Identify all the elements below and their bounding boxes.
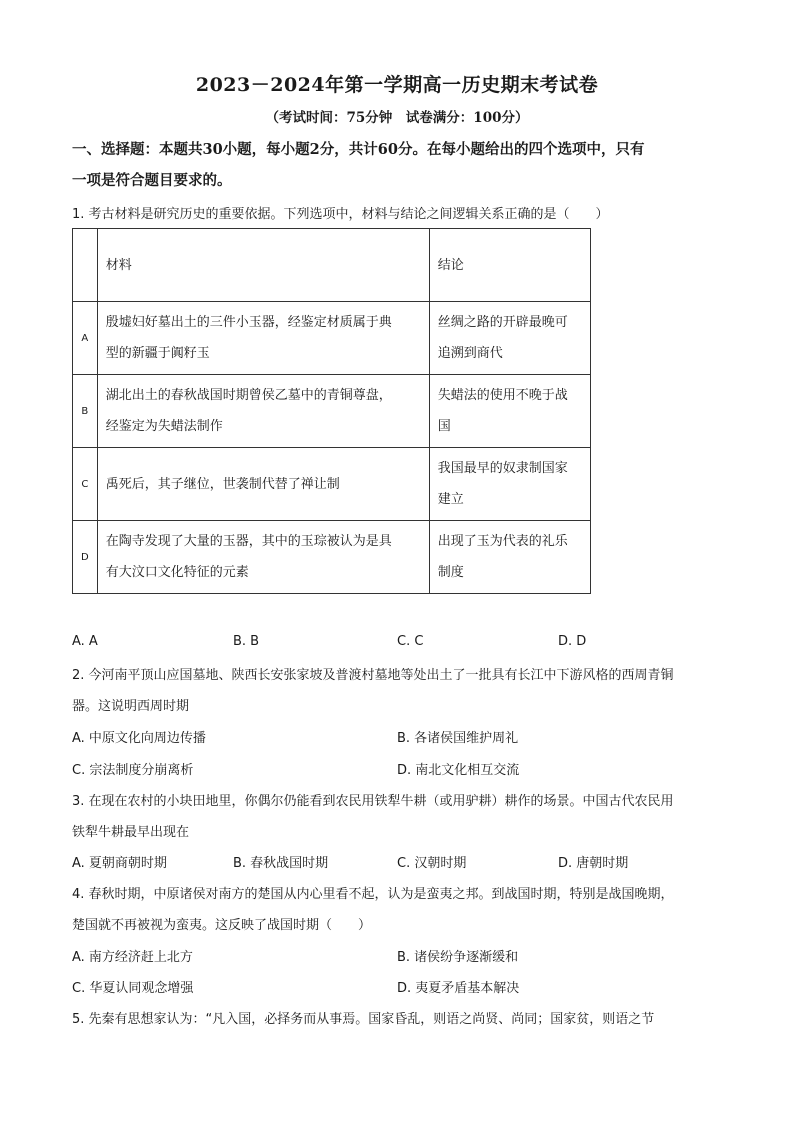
q5-stem-line1: 5. 先秦有思想家认为：“凡入国，必择务而从事焉。国家昏乱，则语之尚贤、尚同；国家贫，则语之节	[72, 1012, 655, 1027]
row-letter: C	[73, 448, 98, 521]
q2-option-a: A. 中原文化向周边传播	[72, 731, 206, 746]
material-line: 有大汶口文化特征的元素	[105, 565, 249, 580]
q1-material-table	[72, 228, 591, 594]
q2-option-c: C. 宗法制度分崩离析	[72, 763, 194, 778]
material-line: 殷墟妇好墓出土的三件小玉器，经鉴定材质属于典	[105, 315, 392, 330]
material-line: 禹死后，其子继位，世袭制代替了禅让制	[105, 476, 340, 492]
row-material	[97, 302, 429, 375]
conclusion-line: 制度	[437, 565, 464, 580]
table-header-row	[73, 229, 591, 302]
q3-stem-line1: 3. 在现在农村的小块田地里，你偶尔仍能看到农民用铁犁牛耕（或用驴耕）耕作的场景。中国古代农民用	[72, 794, 674, 809]
q1-option-b: B. B	[233, 634, 260, 649]
q4-stem-line1: 4. 春秋时期，中原诸侯对南方的楚国从内心里看不起，认为是蛮夷之邦。到战国时期，特别是战国晚期，	[72, 887, 674, 902]
q3-stem-line2: 铁犁牛耕最早出现在	[72, 825, 190, 840]
table-row	[73, 302, 591, 375]
row-conclusion	[429, 302, 590, 375]
row-letter: B	[73, 375, 98, 448]
conclusion-line: 建立	[437, 492, 464, 507]
q1-stem: 1. 考古材料是研究历史的重要依据。下列选项中，材料与结论之间逻辑关系正确的是（ ）	[72, 207, 609, 222]
conclusion-line: 追溯到商代	[437, 346, 503, 361]
table-header-material: 材料	[97, 229, 429, 302]
material-line: 经鉴定为失蜡法制作	[105, 419, 223, 434]
q1-option-c: C. C	[397, 634, 424, 649]
q3-option-d: D. 唐朝时期	[558, 856, 629, 871]
material-line: 型的新疆于阗籽玉	[105, 346, 210, 361]
row-conclusion	[429, 521, 590, 594]
q2-option-b: B. 各诸侯国维护周礼	[397, 731, 519, 746]
section-heading-line1: 一、选择题：本题共30小题，每小题2分，共计60分。在每小题给出的四个选项中，只有	[72, 141, 645, 158]
material-line: 湖北出土的春秋战国时期曾侯乙墓中的青铜尊盘，	[105, 388, 392, 403]
row-material	[97, 448, 429, 521]
q2-stem-line1: 2. 今河南平顶山应国墓地、陕西长安张家坡及普渡村墓地等处出土了一批具有长江中下游风格的西周青铜	[72, 668, 674, 683]
q3-option-a: A. 夏朝商朝时期	[72, 856, 167, 871]
table-row	[73, 521, 591, 594]
row-conclusion	[429, 448, 590, 521]
row-material	[97, 375, 429, 448]
section-heading-line2: 一项是符合题目要求的。	[72, 172, 232, 189]
q4-option-a: A. 南方经济赶上北方	[72, 950, 193, 965]
conclusion-line: 我国最早的奴隶制国家	[437, 461, 568, 476]
exam-title: 2023－2024年第一学期高一历史期末考试卷	[195, 74, 599, 96]
row-material	[97, 521, 429, 594]
table-row	[73, 375, 591, 448]
conclusion-line: 失蜡法的使用不晚于战	[437, 388, 568, 403]
q4-option-c: C. 华夏认同观念增强	[72, 981, 194, 996]
q4-option-b: B. 诸侯纷争逐渐缓和	[397, 950, 519, 965]
q3-option-c: C. 汉朝时期	[397, 856, 467, 871]
table-row	[73, 448, 591, 521]
q4-option-d: D. 夷夏矛盾基本解决	[397, 981, 520, 996]
conclusion-line: 出现了玉为代表的礼乐	[437, 534, 568, 549]
q2-option-d: D. 南北文化相互交流	[397, 763, 520, 778]
row-letter: A	[73, 302, 98, 375]
table-corner-cell	[73, 229, 98, 302]
material-line: 在陶寺发现了大量的玉器，其中的玉琮被认为是具	[105, 534, 392, 549]
q2-stem-line2: 器。这说明西周时期	[72, 699, 190, 714]
conclusion-line: 国	[437, 419, 451, 434]
exam-subtitle: （考试时间：75分钟 试卷满分：100分）	[265, 110, 529, 126]
table-header-conclusion: 结论	[429, 229, 590, 302]
row-letter: D	[73, 521, 98, 594]
q4-stem-line2: 楚国就不再被视为蛮夷。这反映了战国时期（ ）	[72, 918, 372, 933]
q1-option-d: D. D	[558, 634, 587, 649]
conclusion-line: 丝绸之路的开辟最晚可	[437, 315, 568, 330]
q1-option-a: A. A	[72, 634, 98, 649]
row-conclusion	[429, 375, 590, 448]
q3-option-b: B. 春秋战国时期	[233, 856, 329, 871]
